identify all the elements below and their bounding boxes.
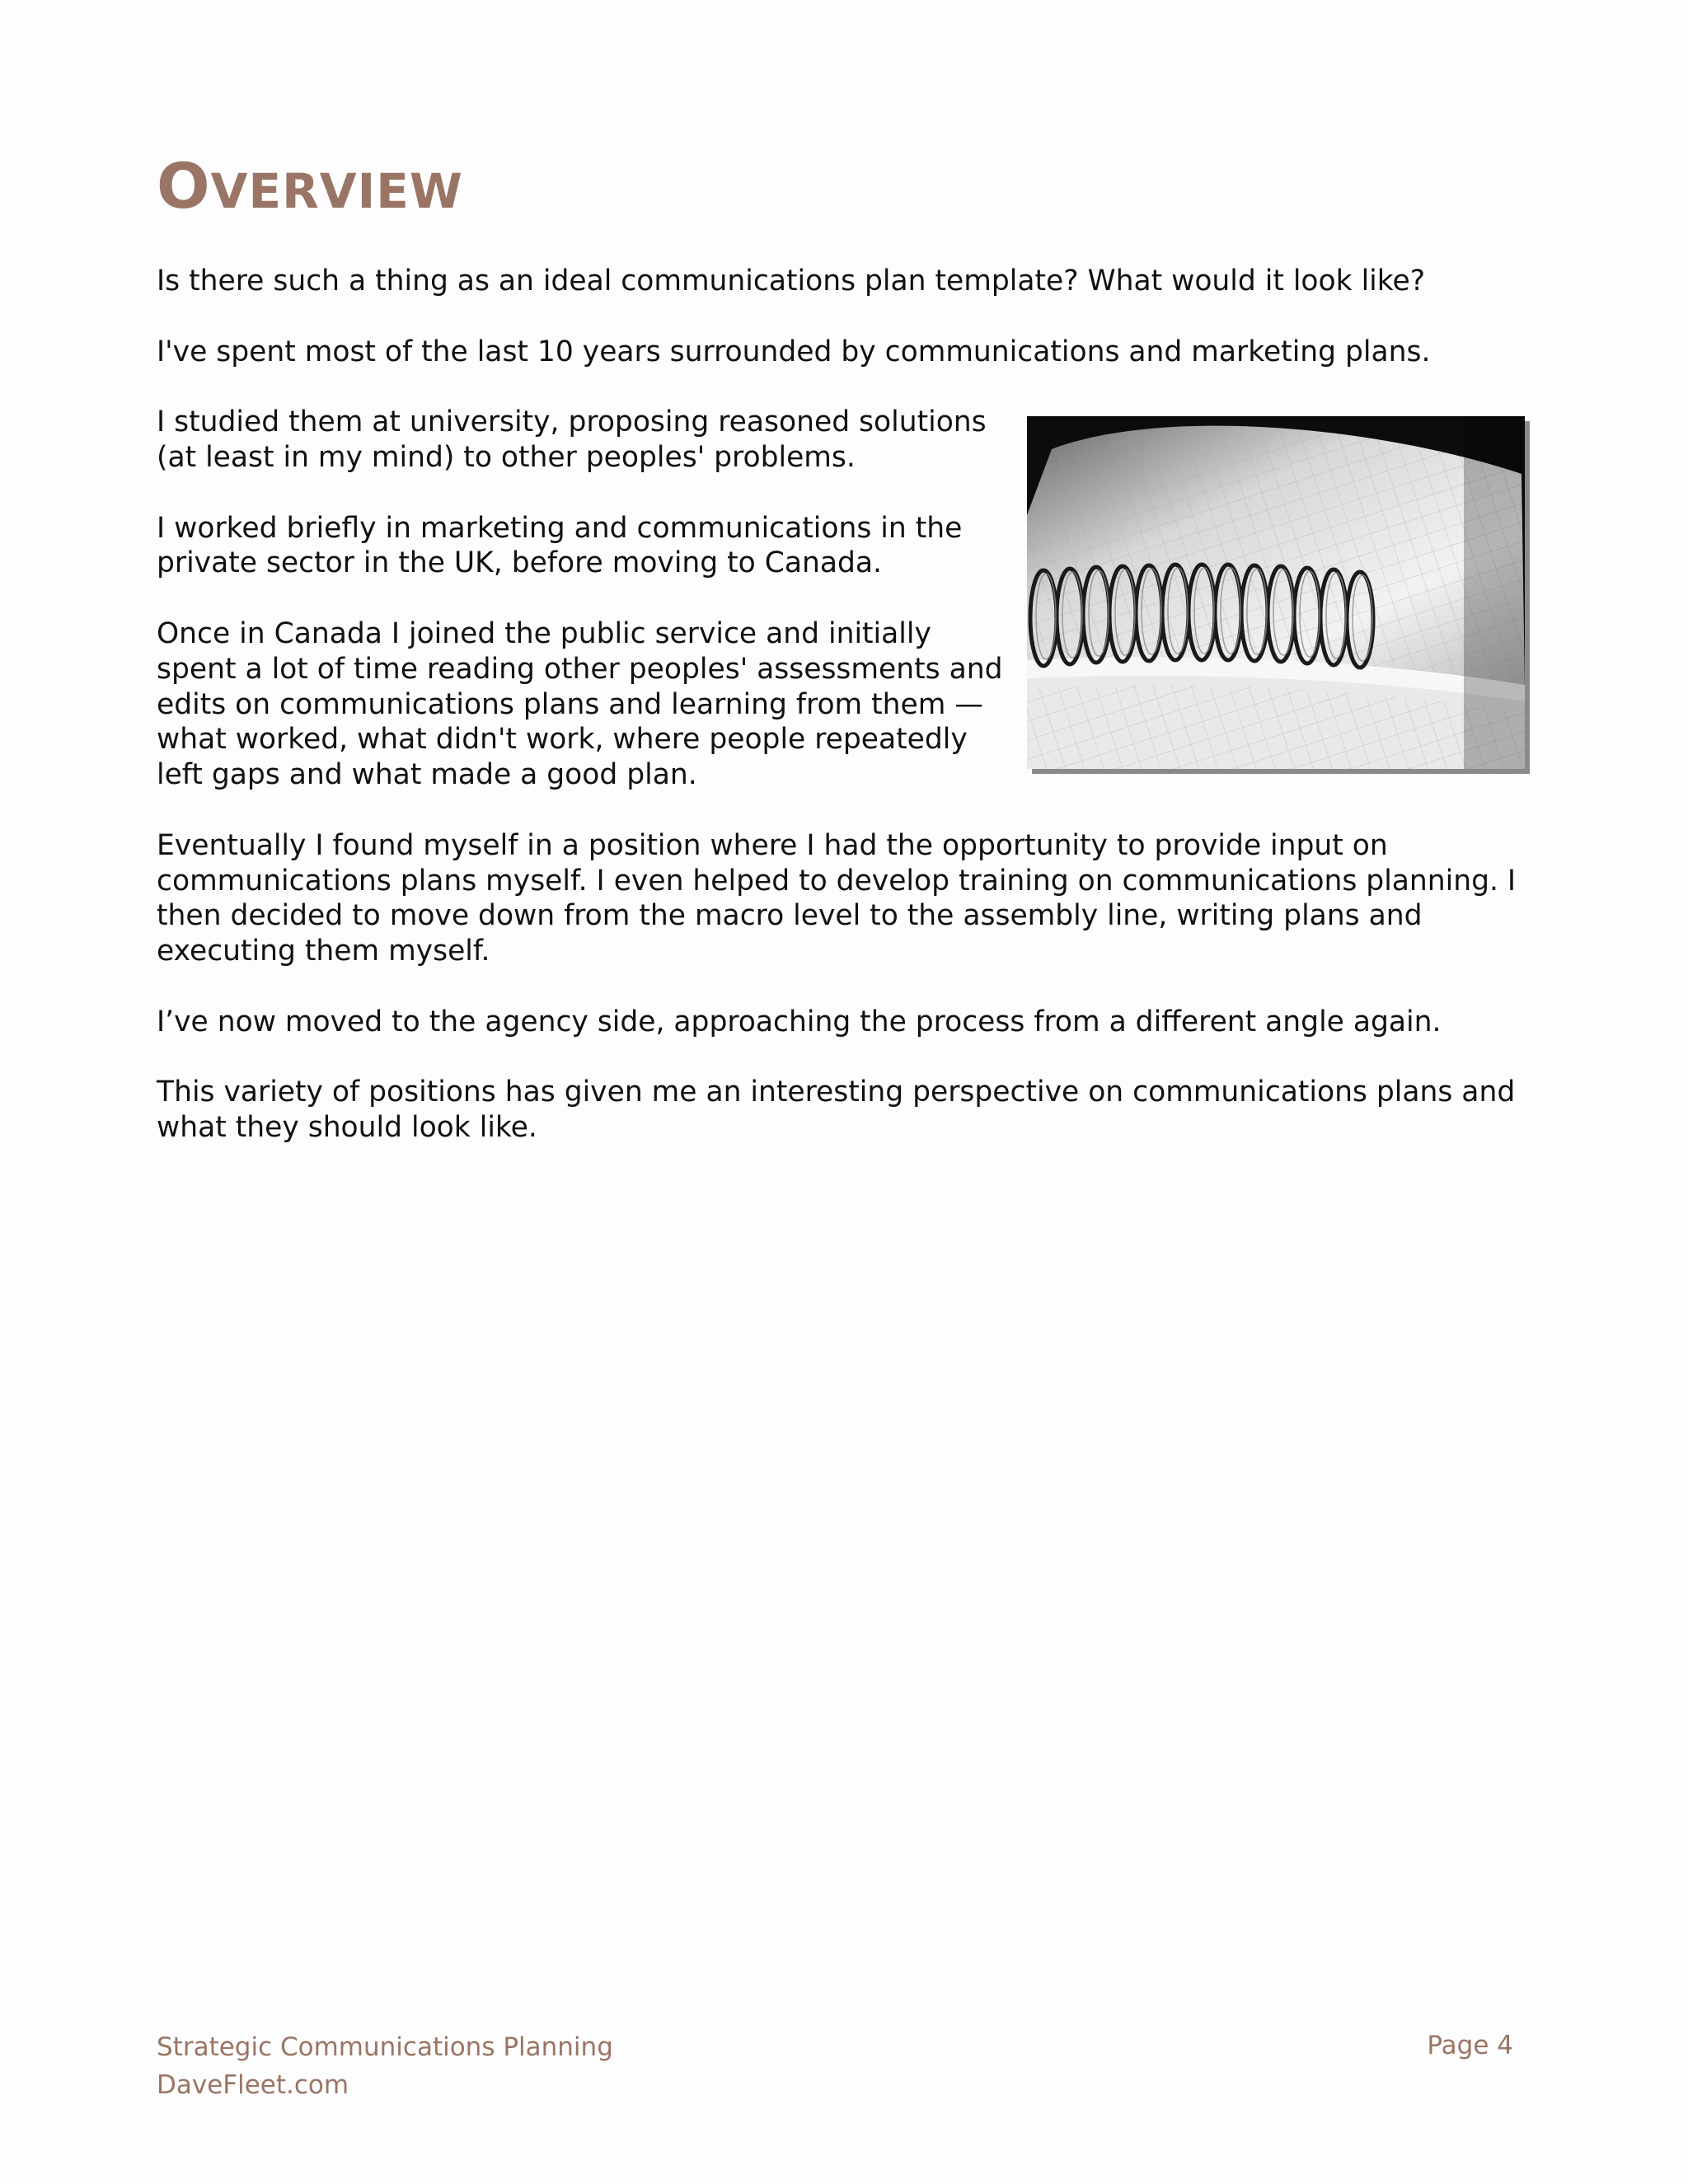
notebook-figure	[1024, 405, 1525, 759]
footer-title: Strategic Communications Planning	[157, 2032, 613, 2062]
paragraph: I’ve now moved to the agency side, approaching the process from a different angle again.	[157, 1005, 1442, 1038]
paragraph: This variety of positions has given me an interesting perspective on communications plans and what they should look like.	[157, 1076, 1516, 1145]
paragraph: I worked briefly in marketing and communications in the private sector in the UK, before moving to Canada.	[157, 511, 963, 580]
paragraph: Once in Canada I joined the public service and initially spent a lot of time reading other peoples' assessments and edits on communications plans and learning from them — what worked, what didn't work, where people repeatedly left gaps and what made a good plan.	[157, 616, 1003, 792]
paragraph: Is there such a thing as an ideal communications plan template? What would it look like?	[157, 265, 1426, 298]
spiral-notebook-image	[1027, 416, 1525, 769]
paragraph: I studied them at university, proposing reasoned solutions (at least in my mind) to other peoples' problems.	[157, 405, 987, 474]
footer-site: DaveFleet.com	[157, 2070, 349, 2100]
body-text	[157, 264, 1525, 1181]
paragraph: Eventually I found myself in a position where I had the opportunity to provide input on communications plans myself. I even helped to develop training on communications planning. I then decided to move down from the macro level to the assembly line, writing plans and executing them myself.	[157, 828, 1517, 968]
title-initial: O	[157, 149, 211, 223]
title-rest: VERVIEW	[210, 163, 463, 219]
paragraph: I've spent most of the last 10 years surrounded by communications and marketing plans.	[157, 335, 1431, 368]
page-number: Page 4	[1427, 2031, 1513, 2060]
spiral-notebook-icon	[1027, 416, 1525, 769]
page-title	[157, 149, 463, 223]
